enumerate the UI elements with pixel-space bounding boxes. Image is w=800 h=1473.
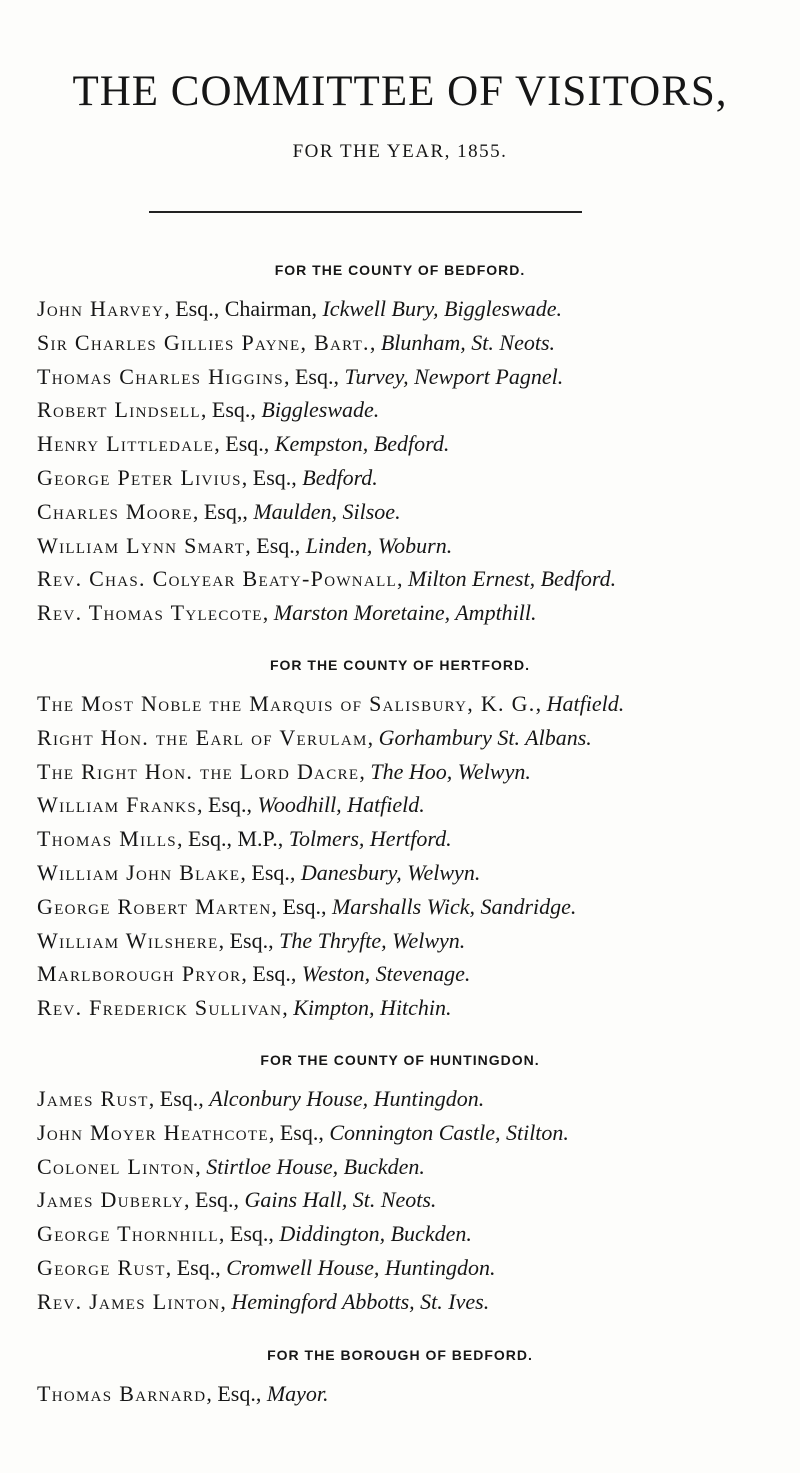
visitor-qualifier: , xyxy=(397,566,408,592)
visitor-entry xyxy=(37,687,792,721)
visitor-name: Right Hon. the Earl of Verulam xyxy=(37,724,368,750)
visitor-address: Maulden, Silsoe. xyxy=(253,498,401,524)
visitor-address: Connington Castle, Stilton. xyxy=(329,1119,569,1145)
visitor-entry xyxy=(37,1217,792,1251)
visitor-entry xyxy=(37,1377,792,1411)
visitor-qualifier: , xyxy=(220,1288,232,1314)
visitor-qualifier: , xyxy=(369,329,381,355)
visitor-address: Linden, Woburn. xyxy=(305,532,453,558)
visitor-address: Blunham, St. Neots. xyxy=(380,329,556,355)
section-huntingdon xyxy=(0,1050,800,1319)
visitor-entry xyxy=(37,427,792,461)
visitor-qualifier: , Esq., xyxy=(200,397,262,423)
visitor-qualifier: , Esq., xyxy=(148,1086,210,1111)
visitor-address: Tolmers, Hertford. xyxy=(288,826,452,852)
entry-list xyxy=(0,1082,800,1319)
visitor-qualifier: , Esq., xyxy=(184,1187,245,1213)
visitor-address: Ickwell Bury, Biggleswade. xyxy=(322,296,562,321)
visitor-qualifier: , xyxy=(282,995,294,1021)
visitor-entry xyxy=(37,890,792,924)
visitor-qualifier: , Esq., M.P., xyxy=(176,826,289,852)
visitor-entry xyxy=(37,326,792,360)
visitor-name: Thomas Charles Higgins xyxy=(37,363,284,389)
visitor-entry xyxy=(37,461,792,495)
visitor-name: The Most Noble the Marquis of Salisbury, K. G. xyxy=(37,691,536,716)
visitor-qualifier: , xyxy=(262,600,274,626)
visitor-entry xyxy=(37,1116,792,1150)
visitor-entry xyxy=(37,1251,792,1285)
visitor-name: John Harvey xyxy=(37,296,165,321)
visitor-address: Mayor. xyxy=(266,1381,329,1406)
visitor-address: Marshalls Wick, Sandridge. xyxy=(331,893,577,919)
visitor-qualifier: , Esq., xyxy=(271,893,332,919)
visitor-name: Rev. Frederick Sullivan xyxy=(37,995,283,1021)
visitor-qualifier: , Esq., xyxy=(241,464,303,490)
visitor-entry xyxy=(37,360,792,394)
section-heading: FOR THE BOROUGH OF BEDFORD. xyxy=(267,1347,533,1363)
visitor-entry xyxy=(37,495,792,529)
visitor-address: The Thryfte, Welwyn. xyxy=(279,927,466,953)
visitor-entry xyxy=(37,393,792,427)
visitor-entry xyxy=(37,1285,792,1319)
visitor-name: Colonel Linton xyxy=(37,1153,196,1179)
visitor-qualifier: , xyxy=(195,1153,207,1179)
visitor-name: Henry Littledale xyxy=(37,431,215,457)
visitor-qualifier: , Esq., xyxy=(165,1254,227,1280)
visitor-entry xyxy=(37,1150,792,1184)
entry-list xyxy=(0,687,800,1025)
visitor-entry xyxy=(37,529,792,563)
visitor-address: Kempston, Bedford. xyxy=(274,431,450,457)
visitor-name: Rev. Thomas Tylecote xyxy=(37,600,263,626)
visitor-entry xyxy=(37,1183,792,1217)
section-heading: FOR THE COUNTY OF HERTFORD. xyxy=(269,657,531,673)
visitor-name: James Duberly xyxy=(37,1187,185,1213)
title-divider xyxy=(149,211,582,213)
visitor-address: Diddington, Buckden. xyxy=(279,1221,472,1247)
visitor-address: Alconbury House, Huntingdon. xyxy=(209,1086,485,1111)
visitor-name: William Wilshere xyxy=(37,927,219,953)
section-heading: FOR THE COUNTY OF HUNTINGDON. xyxy=(260,1052,540,1068)
page-subtitle: FOR THE YEAR, 1855. xyxy=(292,141,508,162)
visitor-entry xyxy=(37,822,792,856)
visitor-name: Sir Charles Gillies Payne, Bart. xyxy=(37,329,370,355)
visitor-entry xyxy=(37,1082,792,1116)
visitor-address: The Hoo, Welwyn. xyxy=(370,758,531,784)
visitor-address: Cromwell House, Huntingdon. xyxy=(226,1254,496,1280)
visitor-qualifier: , Esq., xyxy=(218,1221,280,1247)
visitor-entry xyxy=(37,755,792,789)
visitor-name: George Rust xyxy=(37,1254,166,1280)
visitor-name: Rev. Chas. Colyear Beaty-Pownall xyxy=(37,566,397,592)
visitor-address: Hatfield. xyxy=(546,691,625,716)
visitor-qualifier: , xyxy=(367,724,379,750)
visitor-qualifier: , Esq., xyxy=(241,961,302,987)
visitor-qualifier: , Esq., xyxy=(268,1119,330,1145)
visitor-qualifier: , Esq., xyxy=(214,431,275,457)
visitor-entry xyxy=(37,562,792,596)
visitor-entry xyxy=(37,856,792,890)
visitor-entry xyxy=(37,596,792,630)
visitor-qualifier: , Esq., Chairman, xyxy=(164,296,323,321)
visitor-name: Thomas Barnard xyxy=(37,1381,207,1406)
visitor-name: Thomas Mills xyxy=(37,826,177,852)
visitor-name: John Moyer Heathcote xyxy=(37,1119,269,1145)
visitor-address: Hemingford Abbotts, St. Ives. xyxy=(231,1288,490,1314)
visitor-qualifier: , Esq., xyxy=(218,927,280,953)
visitor-name: George Robert Marten xyxy=(37,893,272,919)
visitor-address: Marston Moretaine, Ampthill. xyxy=(273,600,537,626)
visitor-entry xyxy=(37,991,792,1025)
visitor-entry xyxy=(37,957,792,991)
visitor-address: Turvey, Newport Pagnel. xyxy=(344,363,564,389)
visitor-address: Biggleswade. xyxy=(261,397,380,423)
visitor-name: William Franks xyxy=(37,792,198,818)
visitor-address: Bedford. xyxy=(302,464,378,490)
visitor-name: Charles Moore xyxy=(37,498,193,524)
visitor-address: Stirtloe House, Buckden. xyxy=(206,1153,425,1179)
entry-list xyxy=(0,292,800,630)
visitor-name: The Right Hon. the Lord Dacre xyxy=(37,758,360,784)
visitor-name: William John Blake xyxy=(37,859,241,885)
visitor-address: Woodhill, Hatfield. xyxy=(257,792,425,818)
section-bedford xyxy=(0,260,800,630)
visitor-entry xyxy=(37,292,792,326)
entry-list xyxy=(0,1377,800,1411)
visitor-qualifier: , xyxy=(535,691,547,716)
visitor-qualifier: , Esq,, xyxy=(192,498,254,524)
visitor-name: William Lynn Smart xyxy=(37,532,246,558)
visitor-qualifier: , Esq., xyxy=(206,1381,267,1406)
visitor-qualifier: , Esq., xyxy=(245,532,306,558)
visitor-address: Gorhambury St. Albans. xyxy=(378,724,592,750)
visitor-address: Milton Ernest, Bedford. xyxy=(408,566,617,592)
visitor-name: George Peter Livius xyxy=(37,464,242,490)
visitor-qualifier: , xyxy=(359,758,371,784)
visitor-address: Danesbury, Welwyn. xyxy=(300,859,481,885)
visitor-address: Kimpton, Hitchin. xyxy=(293,995,452,1021)
visitor-qualifier: , Esq., xyxy=(197,792,258,818)
visitor-name: James Rust xyxy=(37,1086,149,1111)
visitor-entry xyxy=(37,788,792,822)
visitor-name: Marlborough Pryor xyxy=(37,961,242,987)
visitor-name: Rev. James Linton xyxy=(37,1288,221,1314)
visitor-entry xyxy=(37,721,792,755)
visitor-address: Gains Hall, St. Neots. xyxy=(244,1187,437,1213)
visitor-entry xyxy=(37,924,792,958)
section-borough-bedford xyxy=(0,1345,800,1411)
section-heading: FOR THE COUNTY OF BEDFORD. xyxy=(274,262,526,278)
page-title: THE COMMITTEE OF VISITORS, xyxy=(72,68,728,115)
visitor-qualifier: , Esq., xyxy=(283,363,345,389)
visitor-address: Weston, Stevenage. xyxy=(301,961,471,987)
visitor-qualifier: , Esq., xyxy=(240,859,301,885)
section-hertford xyxy=(0,655,800,1025)
visitor-name: Robert Lindsell xyxy=(37,397,201,423)
visitor-name: George Thornhill xyxy=(37,1221,219,1247)
